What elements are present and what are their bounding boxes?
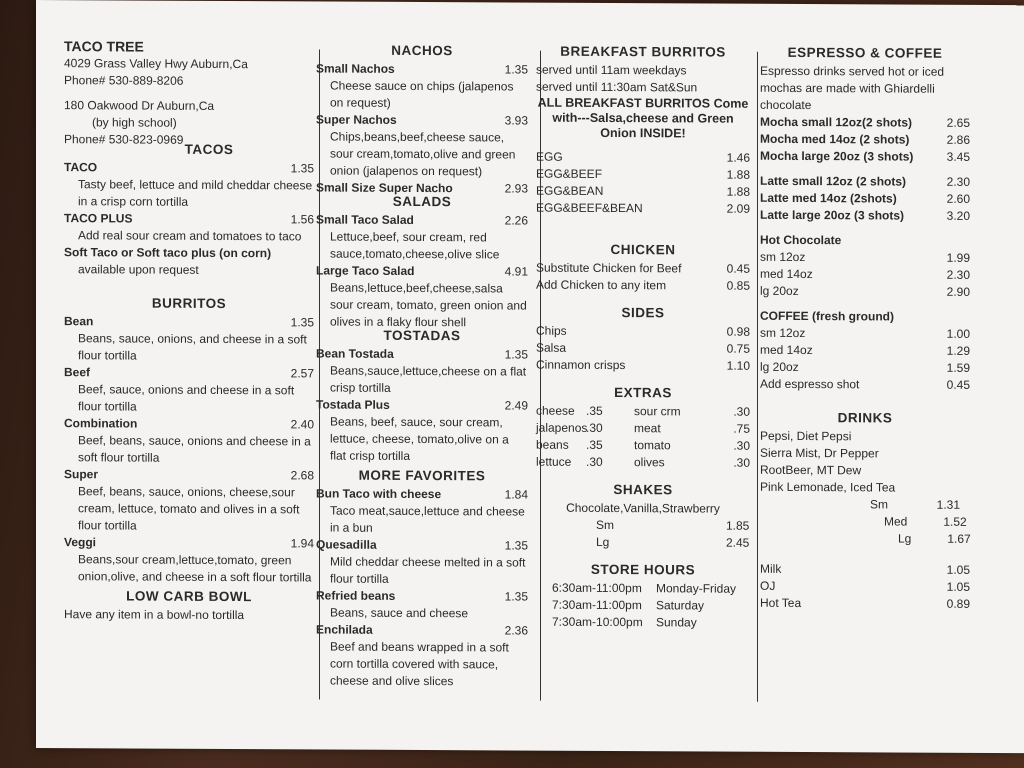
item-description: Beans,sauce,lettuce,cheese on a flat crisp tortilla xyxy=(330,363,527,395)
nacho-list xyxy=(316,60,528,197)
section-title-espresso: ESPRESSO & COFFEE xyxy=(787,44,943,61)
breakfast-banner: ALL BREAKFAST BURRITOS Come with---Salsa,cheese and Green Onion INSIDE! xyxy=(537,95,749,141)
item-price: 1.88 xyxy=(726,167,750,182)
item-price: 2.90 xyxy=(946,284,970,299)
item-description: Beans, sauce and cheese xyxy=(330,605,469,621)
section-title-low-carb: LOW CARB BOWL xyxy=(126,588,252,605)
hours-days: Monday-Friday xyxy=(656,581,737,596)
item-description: Cheese sauce on chips (jalapenos on request) xyxy=(330,78,514,110)
item-name: EGG&BEEF xyxy=(536,166,603,181)
item-description: Beef and beans wrapped in a soft corn tortilla covered with sauce, cheese and olive slices xyxy=(330,639,509,689)
item-price: 2.57 xyxy=(290,366,314,381)
shake-sizes xyxy=(536,517,750,552)
item-name: Veggi xyxy=(64,535,97,550)
item-price: 2.49 xyxy=(504,398,528,413)
mocha-list xyxy=(760,114,970,166)
shake-flavors: Chocolate,Vanilla,Strawberry xyxy=(566,500,720,516)
section-title-salads: SALADS xyxy=(392,193,452,210)
menu-item xyxy=(316,536,528,554)
item-name: Quesadilla xyxy=(316,537,377,552)
extra-cell: .35 xyxy=(586,403,603,418)
item-price: 2.68 xyxy=(290,468,314,483)
extra-cell: .75 xyxy=(733,421,750,436)
menu-item xyxy=(760,148,970,166)
item-price: 1.46 xyxy=(726,150,750,165)
section-title-hours: STORE HOURS xyxy=(590,561,696,578)
item-name: EGG xyxy=(536,149,563,164)
extra-cell: .30 xyxy=(733,404,750,419)
item-price: 2.40 xyxy=(290,417,314,432)
item-name: Bean xyxy=(64,314,94,329)
item-name: sm 12oz xyxy=(760,249,806,265)
menu-column-4 xyxy=(760,42,970,613)
item-name: med 14oz xyxy=(760,342,813,358)
size-name: Sm xyxy=(870,497,888,512)
item-price: 1.29 xyxy=(946,343,970,358)
section-title-favorites: MORE FAVORITES xyxy=(358,467,486,484)
latte-list xyxy=(760,173,970,225)
drink-sizes xyxy=(760,496,970,548)
store-address-1: 4029 Grass Valley Hwy Auburn,Ca xyxy=(64,56,248,72)
menu-column-3 xyxy=(536,41,750,632)
menu-column-1 xyxy=(64,38,314,624)
hours-days: Sunday xyxy=(656,615,697,630)
item-name: EGG&BEEF&BEAN xyxy=(536,200,643,216)
store-address-2-note: (by high school) xyxy=(92,115,177,130)
menu-item xyxy=(760,359,970,377)
section-title-tacos: TACOS xyxy=(184,141,234,158)
drink-size xyxy=(760,513,970,531)
menu-item xyxy=(536,357,750,375)
size-name: Lg xyxy=(596,534,610,550)
section-title-chicken: CHICKEN xyxy=(610,242,676,258)
menu-item xyxy=(536,323,750,341)
section-title-burritos: BURRITOS xyxy=(151,295,227,311)
section-title-coffee: COFFEE (fresh ground) xyxy=(760,308,894,324)
menu-item xyxy=(760,325,970,343)
size-price: 1.67 xyxy=(947,531,971,546)
other-drinks xyxy=(760,561,970,613)
menu-item xyxy=(536,149,750,167)
extra-cell: .30 xyxy=(733,438,750,453)
menu-item xyxy=(760,342,970,360)
item-price: 2.60 xyxy=(946,191,970,206)
item-description: Add real sour cream and tomatoes to taco xyxy=(78,228,302,244)
item-name: Beef xyxy=(64,365,91,380)
breakfast-list xyxy=(536,149,750,218)
item-price: 1.84 xyxy=(504,487,528,502)
item-name: Small Nachos xyxy=(316,61,395,76)
extra-cell: meat xyxy=(634,421,661,436)
item-price: 1.10 xyxy=(726,358,750,373)
item-name: Small Size Super Nacho xyxy=(316,180,453,196)
item-price: 0.98 xyxy=(726,324,750,339)
item-price: 2.30 xyxy=(946,267,970,282)
item-name: OJ xyxy=(760,578,776,593)
item-price: 0.85 xyxy=(726,278,750,293)
drink-size xyxy=(760,530,970,548)
section-title-sides: SIDES xyxy=(621,305,665,321)
item-description: Mild cheddar cheese melted in a soft flour tortilla xyxy=(330,554,526,586)
item-price: 1.05 xyxy=(946,562,970,577)
section-title-extras: EXTRAS xyxy=(614,385,672,401)
menu-item xyxy=(316,111,528,129)
menu-item xyxy=(760,249,970,267)
drink-name: RootBeer, MT Dew xyxy=(760,462,862,478)
item-name: Salsa xyxy=(536,340,567,355)
menu-item xyxy=(760,578,970,596)
extra-cell: jalapenos xyxy=(536,420,588,435)
size-name: Lg xyxy=(898,531,912,546)
item-name: Hot Tea xyxy=(760,595,802,611)
item-price: 3.20 xyxy=(946,208,970,223)
menu-item xyxy=(316,587,528,605)
store-phone-1: Phone# 530-889-8206 xyxy=(64,73,184,88)
item-price: 2.86 xyxy=(946,132,970,147)
salad-list xyxy=(316,211,528,331)
menu-item xyxy=(64,466,314,484)
store-hours xyxy=(536,580,750,632)
menu-item xyxy=(536,260,750,278)
item-name: Mocha large 20oz (3 shots) xyxy=(760,148,914,164)
menu-item xyxy=(64,534,314,552)
extra-cell: olives xyxy=(634,455,665,470)
menu-item xyxy=(536,277,750,295)
size-price: 1.85 xyxy=(726,518,750,533)
extra-cell: .35 xyxy=(586,437,603,452)
item-name: lg 20oz xyxy=(760,359,799,374)
section-title-shakes: SHAKES xyxy=(613,482,673,498)
item-name: Bun Taco with cheese xyxy=(316,486,442,502)
item-price: 0.45 xyxy=(726,261,750,276)
shake-size xyxy=(536,517,750,535)
size-price: 1.52 xyxy=(943,514,967,529)
item-price: 3.93 xyxy=(504,113,528,128)
favorites-list xyxy=(316,485,528,690)
column-divider xyxy=(757,52,758,702)
item-description: Lettuce,beef, sour cream, red sauce,tomato,cheese,olive slice xyxy=(330,229,500,262)
espresso-note: Espresso drinks served hot or iced xyxy=(760,63,945,79)
item-description: Beef, beans, sauce, onions and cheese in a soft flour tortilla xyxy=(78,433,311,465)
menu-column-2 xyxy=(316,39,528,690)
tostada-list xyxy=(316,345,528,465)
item-description: Beans, sauce, onions, and cheese in a soft flour tortilla xyxy=(78,331,307,363)
hours-time: 7:30am-10:00pm xyxy=(552,614,643,630)
menu-item xyxy=(316,621,528,639)
item-name: med 14oz xyxy=(760,266,813,282)
size-name: Med xyxy=(884,514,908,529)
item-description: Beans,sour cream,lettuce,tomato, green onion,olive, and cheese in a soft flour tortilla xyxy=(78,552,312,585)
item-price: 1.00 xyxy=(946,326,970,341)
section-title-nachos: NACHOS xyxy=(391,42,453,59)
item-name: Small Taco Salad xyxy=(316,212,414,227)
item-price: 1.35 xyxy=(504,347,528,362)
item-name: Mocha small 12oz(2 shots) xyxy=(760,114,913,130)
item-name: Latte small 12oz (2 shots) xyxy=(760,173,907,189)
item-name: Mocha med 14oz (2 shots) xyxy=(760,131,910,147)
item-name: sm 12oz xyxy=(760,325,806,341)
menu-item xyxy=(760,190,970,208)
menu-item xyxy=(760,173,970,191)
item-description: Have any item in a bowl-no tortilla xyxy=(64,607,245,623)
item-price: 1.35 xyxy=(504,538,528,553)
item-description: available upon request xyxy=(78,262,199,277)
menu-item xyxy=(64,415,314,433)
item-price: 0.89 xyxy=(946,596,970,611)
section-title-tostadas: TOSTADAS xyxy=(383,327,461,344)
item-name: Add espresso shot xyxy=(760,376,860,392)
item-description: Tasty beef, lettuce and mild cheddar cheese in a crisp corn tortilla xyxy=(78,177,313,209)
item-price: 2.26 xyxy=(504,213,528,228)
drink-size xyxy=(760,496,970,514)
extra-cell: .30 xyxy=(733,455,750,470)
menu-item xyxy=(536,183,750,201)
size-price: 2.45 xyxy=(726,535,750,550)
item-price: 1.05 xyxy=(946,579,970,594)
menu-item xyxy=(760,207,970,225)
item-name: EGG&BEAN xyxy=(536,183,604,198)
menu-item xyxy=(316,396,528,414)
item-price: 2.36 xyxy=(504,623,528,638)
menu-item xyxy=(64,364,314,382)
item-name: Refried beans xyxy=(316,588,396,603)
item-name: Super xyxy=(64,467,99,482)
item-price: 1.35 xyxy=(504,62,528,77)
menu-item xyxy=(760,283,970,301)
extras-grid xyxy=(536,403,750,472)
item-price: 1.94 xyxy=(290,536,314,551)
extra-cell: cheese xyxy=(536,403,575,418)
item-price: 2.30 xyxy=(946,174,970,189)
menu-sheet xyxy=(36,0,1024,753)
menu-item xyxy=(316,211,528,229)
menu-item xyxy=(316,262,528,280)
extra-cell: tomato xyxy=(634,438,671,453)
section-title-breakfast: BREAKFAST BURRITOS xyxy=(560,43,726,60)
menu-item xyxy=(760,376,970,394)
section-title-drinks: DRINKS xyxy=(837,410,893,426)
item-price: 1.88 xyxy=(726,184,750,199)
menu-item: Soft Taco or Soft taco plus (on corn) xyxy=(64,245,272,261)
extra-cell: .30 xyxy=(586,420,603,435)
coffee-list xyxy=(760,325,970,394)
hours-time: 7:30am-11:00pm xyxy=(552,597,642,613)
item-name: lg 20oz xyxy=(760,283,799,298)
burrito-list xyxy=(64,313,314,586)
menu-item xyxy=(536,166,750,184)
item-price: 4.91 xyxy=(504,264,528,279)
sides-list xyxy=(536,323,750,375)
item-name: Chips xyxy=(536,323,567,338)
menu-item xyxy=(536,200,750,218)
menu-item xyxy=(316,345,528,363)
item-description: Beans,lettuce,beef,cheese,salsa sour cream, tomato, green onion and olives in a flaky flour shell xyxy=(330,280,527,330)
item-price: 0.75 xyxy=(726,341,750,356)
menu-item xyxy=(760,131,970,149)
extra-cell: sour crm xyxy=(634,404,681,419)
menu-item xyxy=(760,595,970,613)
store-name: TACO TREE xyxy=(64,38,144,55)
item-price: 3.45 xyxy=(946,149,970,164)
item-name: Super Nachos xyxy=(316,112,397,127)
item-name: Latte med 14oz (2shots) xyxy=(760,190,897,206)
hours-time: 6:30am-11:00pm xyxy=(552,580,642,596)
item-price: 0.45 xyxy=(946,377,970,392)
drink-name: Pink Lemonade, Iced Tea xyxy=(760,479,896,495)
shake-size xyxy=(536,534,750,552)
menu-item: TACO 1.35 xyxy=(64,160,314,176)
item-name: Enchilada xyxy=(316,622,373,637)
item-price: 1.35 xyxy=(504,589,528,604)
item-description: Taco meat,sauce,lettuce and cheese in a bun xyxy=(330,503,525,535)
item-description: Chips,beans,beef,cheese sauce, sour cream,tomato,olive and green onion (jalapenos on request) xyxy=(330,129,516,179)
breakfast-note: served until 11am weekdays xyxy=(536,62,687,78)
item-name: Substitute Chicken for Beef xyxy=(536,260,682,276)
item-description: Beef, beans, sauce, onions, cheese,sour cream, lettuce, tomato and olives in a soft flour tortilla xyxy=(78,484,300,533)
item-description: Beans, beef, sauce, sour cream, lettuce, cheese, tomato,olive on a flat crisp tortilla xyxy=(330,414,509,463)
item-price: 2.93 xyxy=(504,181,528,196)
menu-item xyxy=(316,60,528,78)
drink-names xyxy=(760,428,970,497)
menu-item xyxy=(760,114,970,132)
item-name: Combination xyxy=(64,416,138,431)
item-name: Milk xyxy=(760,561,782,576)
extra-cell: lettuce xyxy=(536,454,572,469)
hours-days: Saturday xyxy=(656,598,705,613)
item-name: Cinnamon crisps xyxy=(536,357,626,373)
item-name: Bean Tostada xyxy=(316,346,394,361)
menu-item xyxy=(316,485,528,503)
item-name: Latte large 20oz (3 shots) xyxy=(760,207,905,223)
menu-item xyxy=(760,561,970,579)
drink-name: Pepsi, Diet Pepsi xyxy=(760,428,852,444)
item-name: Large Taco Salad xyxy=(316,263,415,278)
breakfast-note: served until 11:30am Sat&Sun xyxy=(536,79,698,95)
extra-cell: beans xyxy=(536,437,569,452)
menu-item xyxy=(536,340,750,358)
espresso-note: mochas are made with Ghiardelli chocolate xyxy=(760,80,935,113)
drink-name: Sierra Mist, Dr Pepper xyxy=(760,445,879,461)
size-price: 1.31 xyxy=(936,497,960,512)
item-price: 1.99 xyxy=(946,250,970,265)
extra-cell: .30 xyxy=(586,454,603,469)
item-name: Tostada Plus xyxy=(316,397,390,412)
item-price: 1.59 xyxy=(946,360,970,375)
hot-chocolate-list xyxy=(760,249,970,301)
chicken-list xyxy=(536,260,750,295)
size-name: Sm xyxy=(596,517,614,533)
menu-item xyxy=(64,313,314,331)
menu-item xyxy=(760,266,970,284)
menu-item: TACO PLUS 1.56 xyxy=(64,211,314,227)
item-price: 2.65 xyxy=(946,115,970,130)
item-description: Beef, sauce, onions and cheese in a soft flour tortilla xyxy=(78,382,295,414)
section-title-hot-chocolate: Hot Chocolate xyxy=(760,232,842,248)
item-price: 2.09 xyxy=(726,201,750,216)
store-address-2: 180 Oakwood Dr Auburn,Ca xyxy=(64,98,215,113)
item-price: 1.35 xyxy=(290,315,314,330)
store-phone-2: Phone# 530-823-0969 xyxy=(64,132,184,147)
item-name: Add Chicken to any item xyxy=(536,277,667,293)
